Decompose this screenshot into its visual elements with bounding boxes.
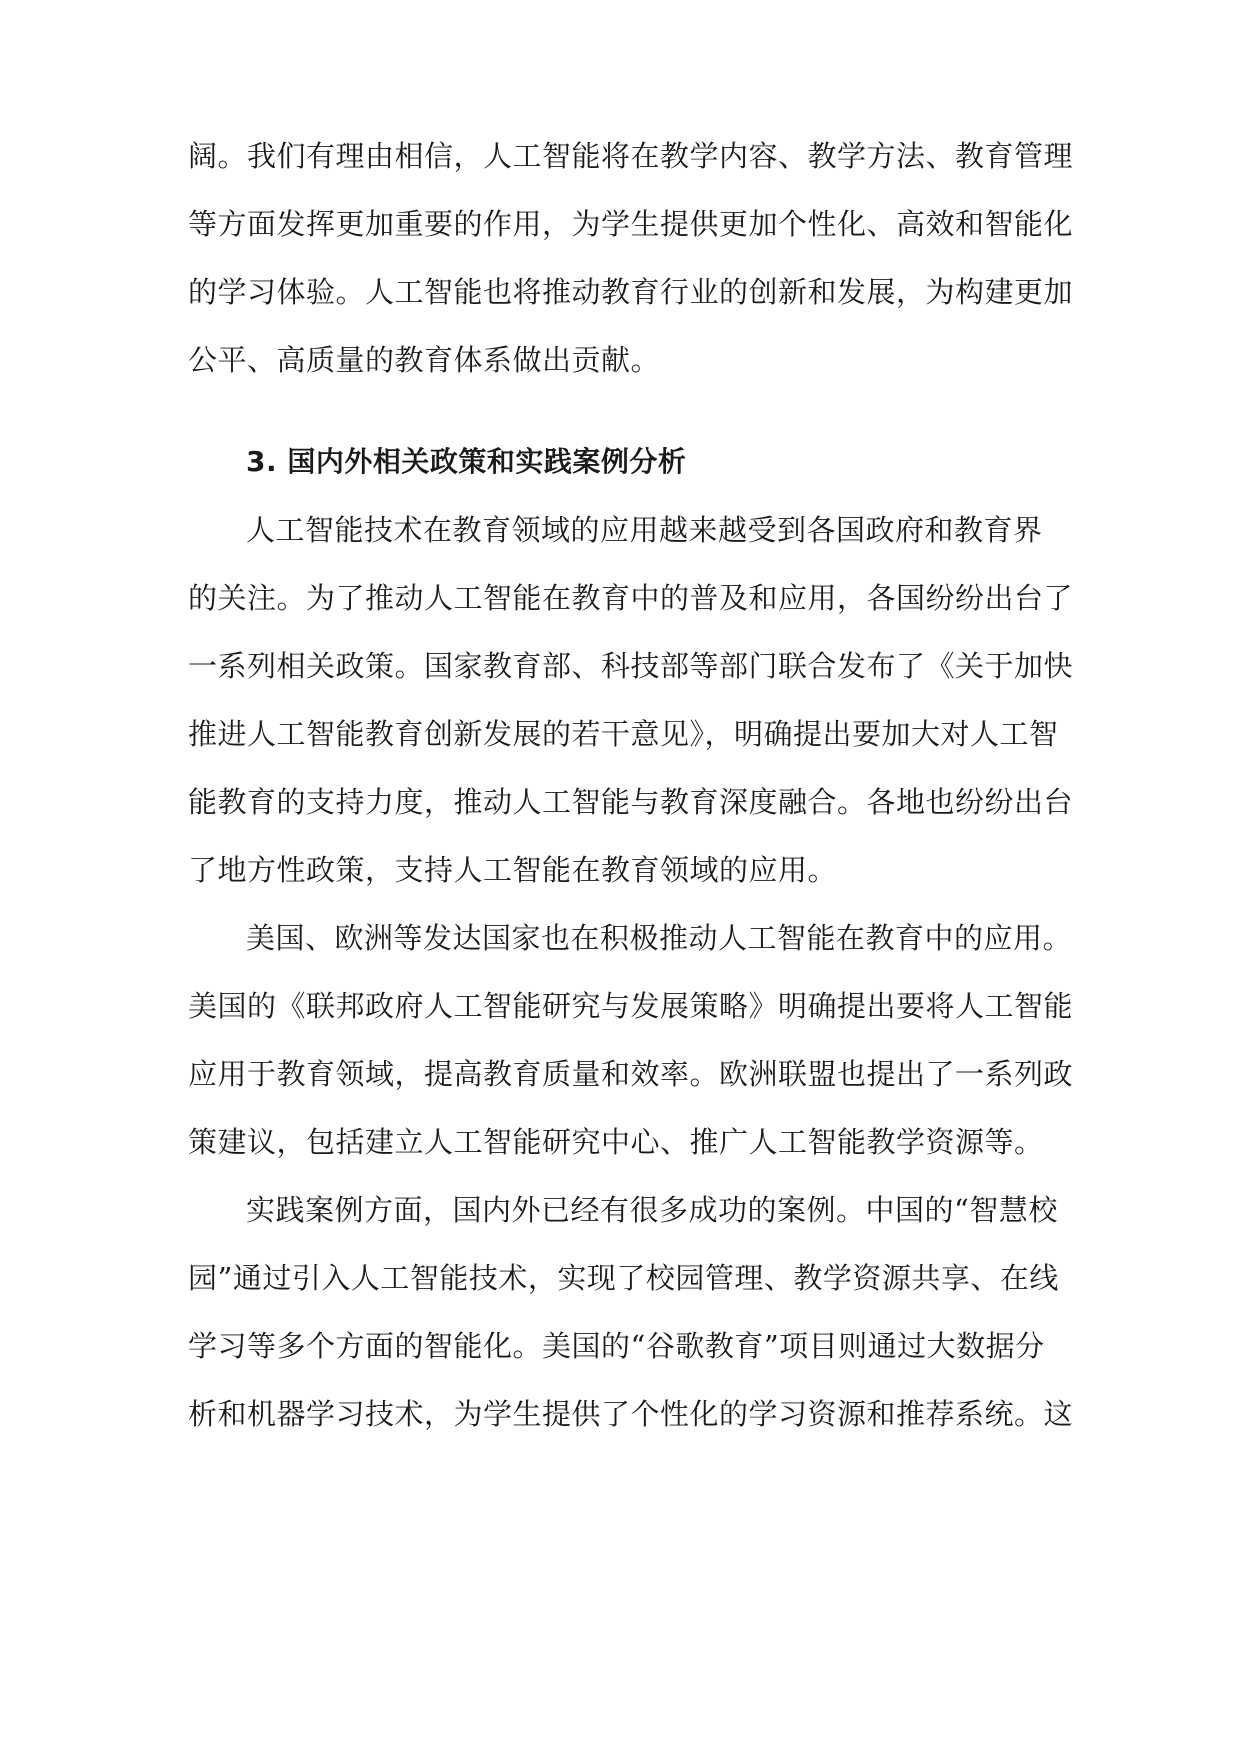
paragraph-line: 实践案例方面，国内外已经有很多成功的案例。中国的“智慧校 bbox=[246, 1193, 1058, 1227]
paragraph-line: 了地方性政策，支持人工智能在教育领域的应用。 bbox=[188, 853, 838, 887]
paragraph-line: 应用于教育领域，提高教育质量和效率。欧洲联盟也提出了一系列政 bbox=[188, 1057, 1074, 1091]
paragraph-line: 美国、欧洲等发达国家也在积极推动人工智能在教育中的应用。 bbox=[246, 921, 1073, 955]
section-heading: 3. 国内外相关政策和实践案例分析 bbox=[246, 445, 687, 478]
paragraph-line: 推进人工智能教育创新发展的若干意见》，明确提出要加大对人工智 bbox=[188, 717, 1059, 751]
paragraph-line: 美国的《联邦政府人工智能研究与发展策略》明确提出要将人工智能 bbox=[188, 989, 1074, 1023]
paragraph-line: 阔。我们有理由相信，人工智能将在教学内容、教学方法、教育管理 bbox=[188, 139, 1074, 173]
paragraph-line: 析和机器学习技术，为学生提供了个性化的学习资源和推荐系统。这 bbox=[188, 1397, 1074, 1431]
paragraph-line: 学习等多个方面的智能化。美国的“谷歌教育”项目则通过大数据分 bbox=[188, 1329, 1045, 1363]
paragraph-line: 的学习体验。人工智能也将推动教育行业的创新和发展，为构建更加 bbox=[188, 275, 1074, 309]
paragraph-line: 人工智能技术在教育领域的应用越来越受到各国政府和教育界 bbox=[246, 513, 1043, 547]
paragraph-line: 策建议，包括建立人工智能研究中心、推广人工智能教学资源等。 bbox=[188, 1125, 1044, 1159]
paragraph-line: 公平、高质量的教育体系做出贡献。 bbox=[188, 343, 661, 377]
paragraph-line: 园”通过引入人工智能技术，实现了校园管理、教学资源共享、在线 bbox=[188, 1261, 1059, 1295]
paragraph-line: 能教育的支持力度，推动人工智能与教育深度融合。各地也纷纷出台 bbox=[188, 785, 1074, 819]
paragraph-line: 一系列相关政策。国家教育部、科技部等部门联合发布了《关于加快 bbox=[188, 649, 1074, 683]
paragraph-line: 的关注。为了推动人工智能在教育中的普及和应用，各国纷纷出台了 bbox=[188, 581, 1074, 615]
paragraph-line: 等方面发挥更加重要的作用，为学生提供更加个性化、高效和智能化 bbox=[188, 207, 1074, 241]
